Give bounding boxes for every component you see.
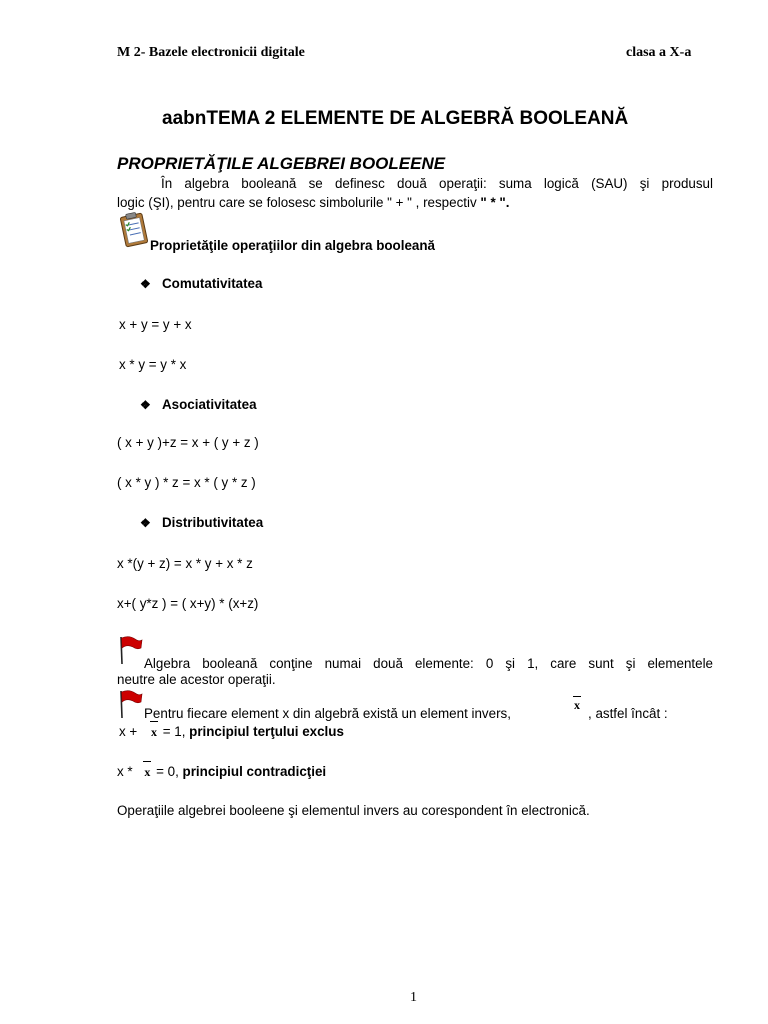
bullet-asociativitate bbox=[140, 397, 257, 412]
eq1-principle: principiul terţului exclus bbox=[189, 724, 344, 739]
diamond-bullet-icon: ❖ bbox=[140, 398, 151, 412]
diamond-bullet-icon: ❖ bbox=[140, 516, 151, 530]
contradiction-equation bbox=[117, 762, 326, 782]
eq2-principle: principiul contradicţiei bbox=[182, 764, 327, 779]
intro-line-2-text: logic (ŞI), pentru care se folosesc simbolurile " + " , respectiv bbox=[117, 195, 481, 210]
bullet-comutativitate bbox=[140, 276, 262, 291]
diamond-bullet-icon: ❖ bbox=[140, 277, 151, 291]
comutativitate-eq2: x * y = y * x bbox=[119, 357, 187, 372]
properties-heading: Proprietăţile operaţiilor din algebra booleană bbox=[150, 238, 435, 253]
page-number: 1 bbox=[410, 990, 417, 1005]
bullet-distributivitate bbox=[140, 515, 263, 530]
x-bar-symbol: x bbox=[149, 723, 159, 742]
note2-text-after: , astfel încât : bbox=[588, 706, 668, 721]
intro-line-2 bbox=[117, 193, 509, 212]
eq1-suffix: = 1, bbox=[158, 724, 190, 739]
distributivitate-label: Distributivitatea bbox=[162, 515, 264, 530]
page-title: aabnTEMA 2 ELEMENTE DE ALGEBRĂ BOOLEANĂ bbox=[162, 108, 629, 129]
distributivitate-eq2: x+( y*z ) = ( x+y) * (x+z) bbox=[117, 596, 259, 611]
inverse-x-symbol bbox=[572, 696, 582, 714]
intro-line-1: În algebra booleană se definesc două operaţii: suma logică (SAU) şi produsul bbox=[161, 176, 713, 191]
eq2-prefix: x * bbox=[117, 764, 133, 779]
closing-sentence: Operaţiile algebrei booleene şi elementul invers au corespondent în electronică. bbox=[117, 803, 590, 818]
asociativitate-label: Asociativitatea bbox=[162, 397, 257, 412]
comutativitate-label: Comutativitatea bbox=[162, 276, 263, 291]
eq1-prefix: x + bbox=[119, 724, 138, 739]
clipboard-checklist-icon bbox=[117, 210, 151, 250]
note2-text-before: Pentru fiecare element x din algebră există un element invers, bbox=[144, 706, 511, 721]
asociativitate-eq1: ( x + y )+z = x + ( y + z ) bbox=[117, 435, 259, 450]
tertium-equation bbox=[119, 722, 344, 742]
x-bar-symbol: x bbox=[142, 763, 152, 782]
distributivitate-eq1: x *(y + z) = x * y + x * z bbox=[117, 556, 253, 571]
x-bar-symbol: x bbox=[574, 698, 580, 712]
header-left: M 2- Bazele electronicii digitale bbox=[117, 45, 305, 60]
comutativitate-eq1: x + y = y + x bbox=[119, 317, 192, 332]
eq2-suffix: = 0, bbox=[152, 764, 183, 779]
asociativitate-eq2: ( x * y ) * z = x * ( y * z ) bbox=[117, 475, 256, 490]
intro-line-2-symbol: " * ". bbox=[480, 195, 510, 210]
header-right: clasa a X-a bbox=[626, 45, 692, 60]
note1-line-1: Algebra booleană conţine numai două elemente: 0 şi 1, care sunt şi elementele bbox=[144, 656, 713, 671]
red-flag-icon bbox=[117, 688, 143, 720]
note1-line-2: neutre ale acestor operaţii. bbox=[117, 672, 276, 687]
section-subtitle: PROPRIETĂŢILE ALGEBREI BOOLEENE bbox=[117, 154, 446, 173]
